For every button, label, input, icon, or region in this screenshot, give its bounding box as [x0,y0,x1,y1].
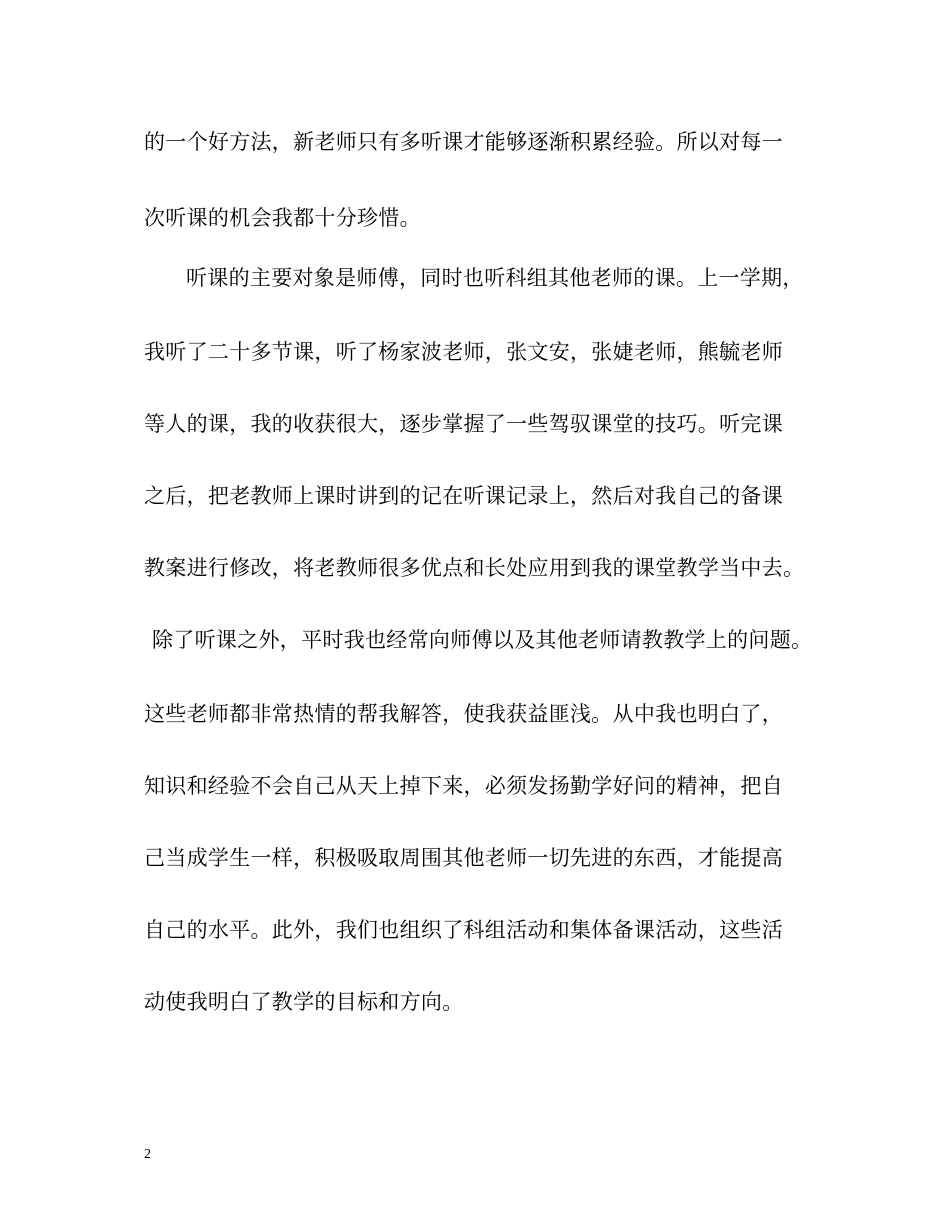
text-line-12: 自己的水平。此外，我们也组织了科组活动和集体备课活动，这些活 [144,918,783,942]
text-line-10: 知识和经验不会自己从天上掉下来，必须发扬勤学好问的精神，把自 [144,774,783,798]
text-line-4: 我听了二十多节课，听了杨家波老师，张文安，张婕老师，熊毓老师 [144,340,783,364]
text-line-9: 这些老师都非常热情的帮我解答，使我获益匪浅。从中我也明白了， [144,702,783,726]
text-line-6: 之后，把老教师上课时讲到的记在听课记录上，然后对我自己的备课 [144,484,783,508]
text-line-1: 的一个好方法，新老师只有多听课才能够逐渐积累经验。所以对每一 [144,130,783,154]
text-line-2: 次听课的机会我都十分珍惜。 [144,206,421,230]
page-number: 2 [144,1147,151,1162]
text-line-3: 听课的主要对象是师傅，同时也听科组其他老师的课。上一学期， [186,266,804,290]
text-line-8: 除了听课之外，平时我也经常向师傅以及其他老师请教教学上的问题。 [152,628,813,652]
text-line-11: 己当成学生一样，积极吸取周围其他老师一切先进的东西，才能提高 [144,846,783,870]
text-line-13: 动使我明白了教学的目标和方向。 [144,990,464,1014]
text-line-5: 等人的课，我的收获很大，逐步掌握了一些驾驭课堂的技巧。听完课 [144,412,783,436]
text-line-7: 教案进行修改，将老教师很多优点和长处应用到我的课堂教学当中去。 [144,556,805,580]
